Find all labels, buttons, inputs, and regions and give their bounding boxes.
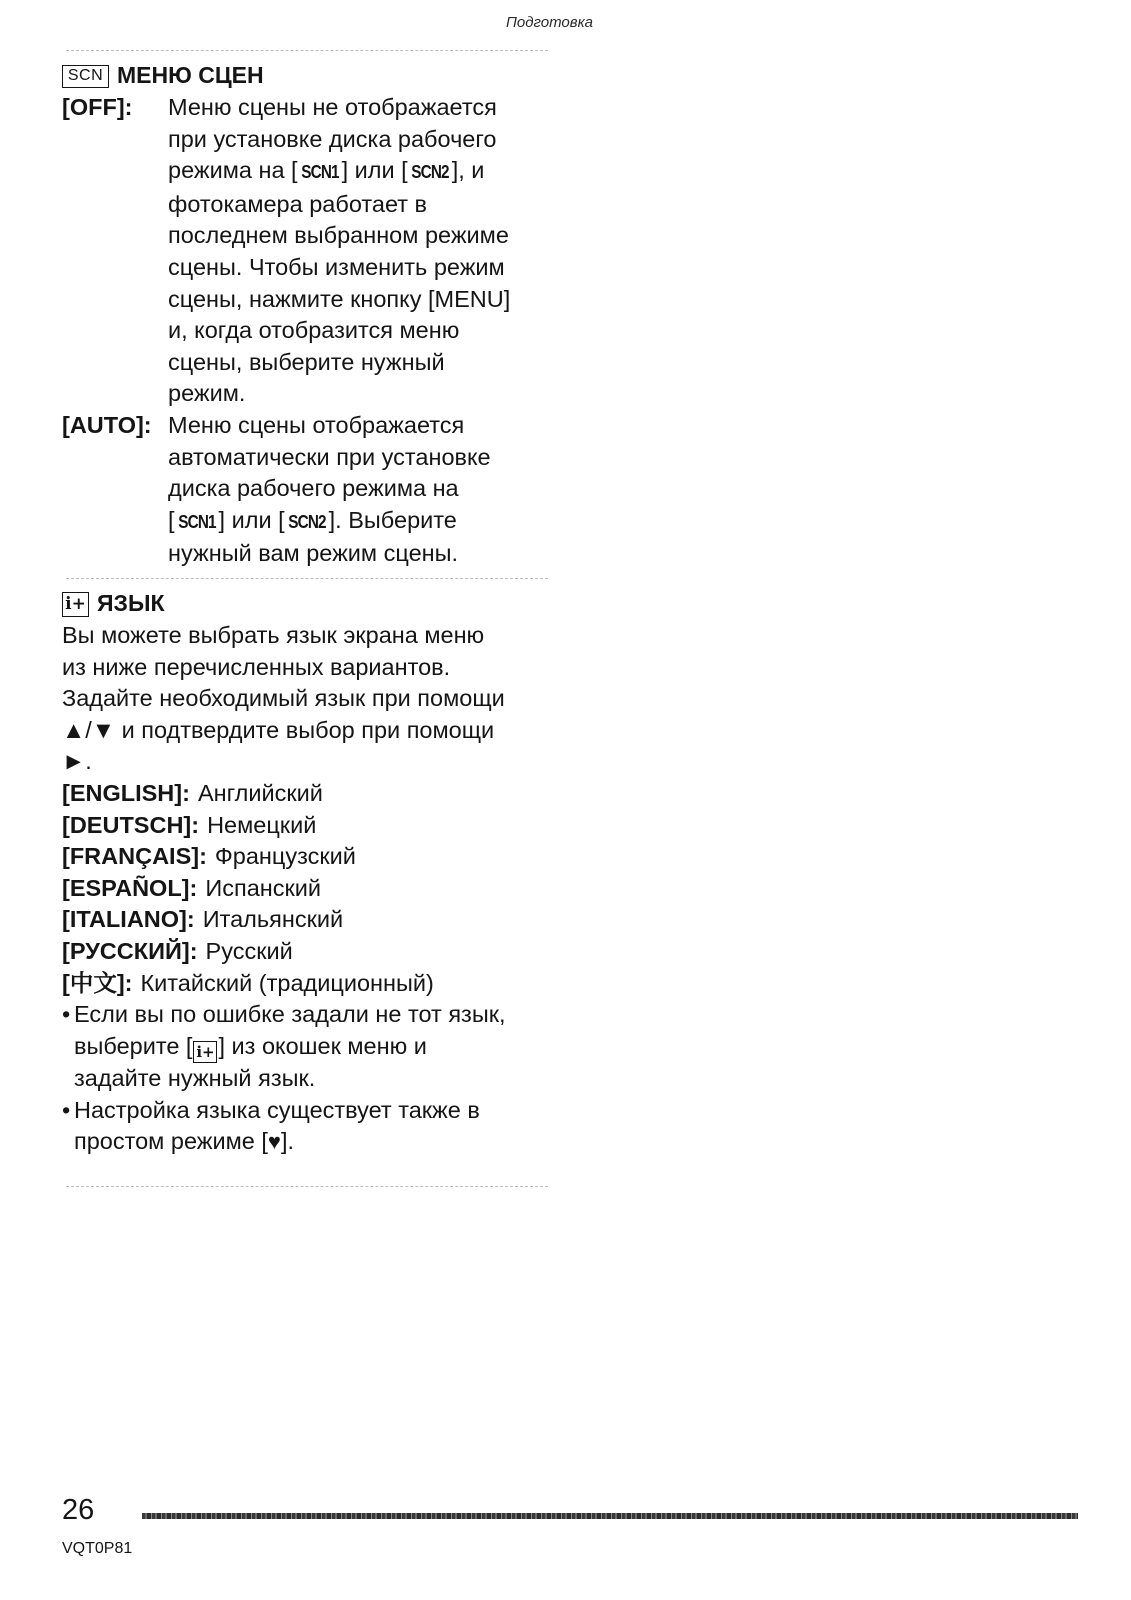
- language-option-italiano: [62, 904, 562, 936]
- text-line: Меню сцены не отображается: [168, 94, 497, 120]
- text-line: сцены, выберите нужный: [168, 348, 445, 375]
- language-value: Китайский (традиционный): [140, 969, 434, 996]
- language-key: [FRANÇAIS]:: [62, 843, 207, 870]
- intro-line: ▲/▼ и подтвердите выбор при помощи: [62, 716, 495, 743]
- text-line: фотокамера работает в: [168, 190, 428, 217]
- text-line: сцены, нажмите кнопку [MENU]: [168, 285, 511, 312]
- language-icon: i+: [62, 592, 89, 617]
- language-value: Французский: [214, 843, 356, 870]
- document-code: VQT0P81: [62, 1540, 133, 1557]
- language-icon: i+: [193, 1041, 217, 1063]
- text-fragment: ] или [: [341, 157, 408, 184]
- intro-line: из ниже перечисленных вариантов.: [62, 653, 451, 680]
- text-line: Настройка языка существует также в: [74, 1096, 480, 1123]
- auto-option-text: [168, 410, 562, 570]
- text-line: задайте нужный язык.: [74, 1065, 316, 1092]
- intro-line: ►.: [62, 748, 92, 775]
- text-line: Если вы по ошибке задали не тот язык,: [74, 1001, 506, 1028]
- scene-menu-section: [62, 60, 562, 570]
- intro-line: Задайте необходимый язык при помощи: [62, 685, 505, 712]
- text-fragment: ], и: [451, 157, 485, 184]
- scn2-symbol: SCN2: [287, 511, 326, 532]
- text-line: при установке диска рабочего: [168, 125, 497, 152]
- language-key: [ESPAÑOL]:: [62, 874, 198, 901]
- language-key: [РУССКИЙ]:: [62, 937, 198, 964]
- text-line: Меню сцены отображается: [168, 411, 465, 438]
- language-title-text: ЯЗЫК: [97, 590, 165, 617]
- language-section: [62, 588, 562, 1158]
- language-option-deutsch: [62, 810, 562, 842]
- language-value: Английский: [197, 779, 323, 806]
- bullet-dot: •: [62, 1096, 71, 1123]
- text-fragment: [: [168, 506, 175, 533]
- bullet-dot: •: [62, 1001, 71, 1028]
- note-simple-mode: [62, 1095, 562, 1158]
- scn1-symbol: SCN1: [177, 511, 216, 532]
- text-line: последнем выбранном режиме: [168, 222, 509, 249]
- text-line: сцены. Чтобы изменить режим: [168, 253, 505, 280]
- scn2-symbol: SCN2: [411, 162, 449, 183]
- text-line: [74, 1126, 480, 1158]
- text-fragment: ]. Выберите: [328, 506, 457, 533]
- language-key: [ITALIANO]:: [62, 906, 195, 933]
- language-option-francais: [62, 841, 562, 873]
- text-line: [168, 505, 562, 539]
- language-value: Немецкий: [207, 811, 317, 838]
- text-fragment: ] или [: [218, 506, 285, 533]
- note-wrong-language: [62, 999, 562, 1095]
- off-option-key: [OFF]:: [62, 94, 133, 120]
- text-fragment: режима на [: [168, 157, 298, 184]
- footer-bar: [142, 1513, 1078, 1519]
- language-key: [ENGLISH]:: [62, 779, 190, 806]
- language-value: Испанский: [205, 874, 322, 901]
- scn1-symbol: SCN1: [300, 162, 339, 183]
- heart-icon: ♥: [267, 1129, 281, 1155]
- text-line: [74, 1031, 506, 1064]
- section-divider: [66, 578, 548, 579]
- auto-option-key: [AUTO]:: [62, 411, 152, 438]
- off-option-text: [168, 92, 562, 410]
- text-line: автоматически при установке: [168, 443, 491, 470]
- intro-line: Вы можете выбрать язык экрана меню: [62, 622, 485, 648]
- text-line: [168, 155, 562, 189]
- text-fragment: выберите [: [74, 1032, 193, 1059]
- note-text: [74, 1095, 480, 1158]
- language-key: [DEUTSCH]:: [62, 811, 200, 838]
- off-option: [62, 92, 562, 410]
- language-option-espanol: [62, 873, 562, 905]
- scn-icon: SCN: [62, 65, 109, 88]
- text-fragment: простом режиме [: [74, 1128, 268, 1155]
- text-fragment: ] из окошек меню и: [218, 1032, 427, 1059]
- text-line: режим.: [168, 380, 246, 407]
- language-title: [62, 588, 562, 620]
- bottom-divider: [66, 1186, 548, 1187]
- language-value: Итальянский: [202, 906, 344, 933]
- text-fragment: ].: [280, 1128, 294, 1155]
- scene-menu-title-text: МЕНЮ СЦЕН: [117, 62, 264, 89]
- top-divider: [66, 50, 548, 51]
- language-option-russian: [62, 936, 562, 968]
- auto-option: [62, 410, 562, 570]
- text-line: нужный вам режим сцены.: [168, 540, 459, 567]
- text-line: диска рабочего режима на: [168, 475, 459, 502]
- language-key: [中文]:: [62, 969, 133, 996]
- text-line: и, когда отобразится меню: [168, 317, 460, 344]
- language-value: Русский: [205, 937, 293, 964]
- page-number: 26: [62, 1494, 95, 1526]
- language-option-english: [62, 778, 562, 810]
- page-header: Подготовка: [506, 14, 593, 31]
- note-text: [74, 999, 506, 1095]
- scene-menu-title: [62, 60, 562, 92]
- language-option-chinese: [62, 968, 562, 1000]
